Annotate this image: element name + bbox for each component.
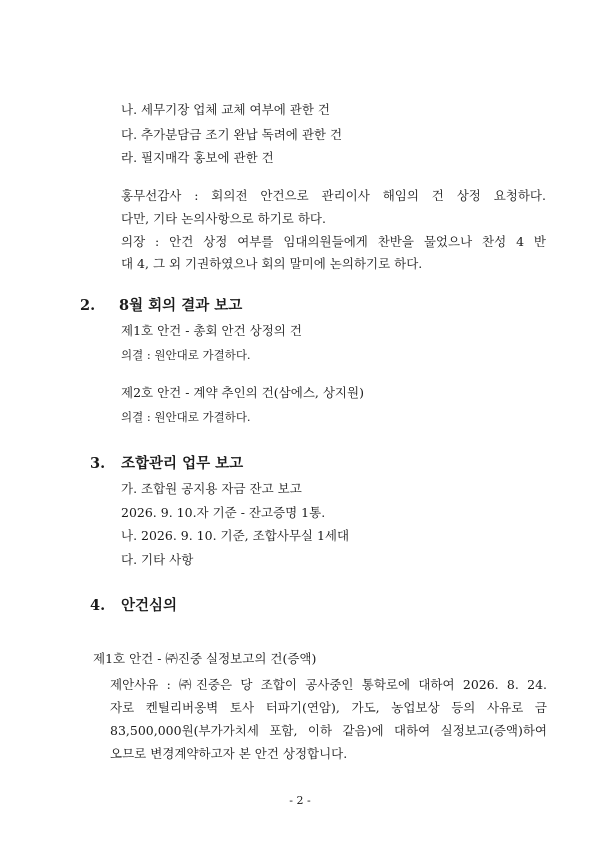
report-line: 가. 조합원 공지용 자금 잔고 보고 <box>121 481 302 496</box>
report-line: 다. 기타 사항 <box>121 552 194 567</box>
resolution: 의결 : 원안대로 가결하다. <box>121 348 251 362</box>
section-title: 조합관리 업무 보고 <box>121 455 244 472</box>
section-number: 3. <box>90 455 106 472</box>
discussion-line: 의장 : 안건 상정 여부를 임대의원들에게 찬반을 물었으나 찬성 4 반 <box>121 234 546 249</box>
reason-line: 오므로 변경계약하고자 본 안건 상정합니다. <box>110 746 348 761</box>
reason-line: 83,500,000원(부가가치세 포함, 이하 같음)에 대하여 실정보고(증액)하여 <box>110 723 547 738</box>
page-number: - 2 - <box>289 794 311 807</box>
report-line: 나. 2026. 9. 10. 기준, 조합사무실 1세대 <box>121 528 350 543</box>
agenda-item: 제1호 안건 - 총회 안건 상정의 건 <box>121 323 302 338</box>
agenda-item: 다. 추가분담금 조기 완납 독려에 관한 건 <box>121 127 343 142</box>
discussion-line: 대 4, 그 외 기권하였으나 회의 말미에 논의하기로 하다. <box>121 256 423 271</box>
reason-line: 자로 켄틸리버옹벽 토사 터파기(연암), 가도, 농업보상 등의 사유로 금 <box>110 700 547 715</box>
section-title: 안건심의 <box>121 597 178 614</box>
agenda-item: 제2호 안건 - 계약 추인의 건(삼에스, 상지원) <box>121 385 364 400</box>
resolution: 의결 : 원안대로 가결하다. <box>121 410 251 424</box>
discussion-line: 다만, 기타 논의사항으로 하기로 하다. <box>121 211 326 226</box>
discussion-line: 홍무선감사 : 회의전 안건으로 관리이사 해임의 건 상정 요청하다. <box>121 188 546 203</box>
reason-line: 제안사유 : ㈜진중은 당 조합이 공사중인 통학로에 대하여 2026. 8. 24. <box>110 677 547 692</box>
section-number: 4. <box>90 597 106 614</box>
section-title: 8월 회의 결과 보고 <box>119 297 243 314</box>
agenda-item: 나. 세무기장 업체 교체 여부에 관한 건 <box>121 102 330 117</box>
section-number: 2. <box>80 297 96 314</box>
report-line: 2026. 9. 10.자 기준 - 잔고증명 1통. <box>121 505 326 520</box>
agenda-item: 제1호 안건 - ㈜진중 실정보고의 건(증액) <box>93 651 317 666</box>
agenda-item: 라. 필지매각 홍보에 관한 건 <box>121 150 274 165</box>
